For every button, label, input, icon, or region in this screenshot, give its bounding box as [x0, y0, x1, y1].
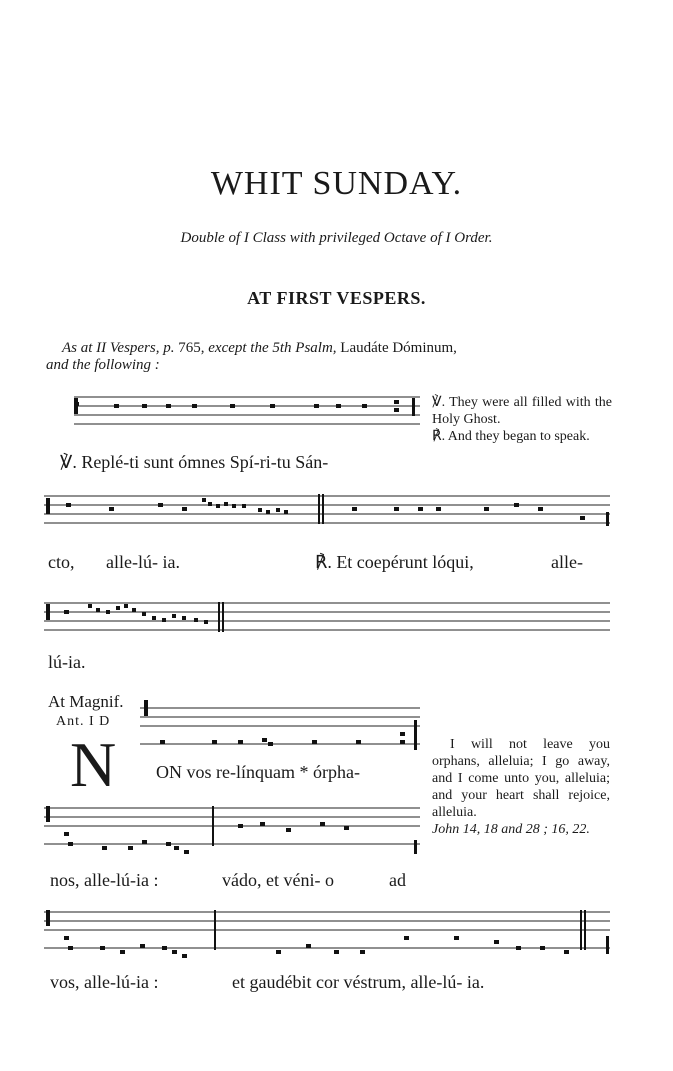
- antiphon-staff-2: [44, 802, 424, 862]
- antiphon-lyrics-1: ON vos re-línquam * órpha-: [156, 762, 360, 782]
- antiphon-lyrics-3a: vos, alle-lú-ia :: [50, 972, 159, 992]
- antiphon-reference: John 14, 18 and 28 ; 16, 22.: [432, 822, 590, 837]
- versicle-staff-3: [44, 598, 614, 643]
- antiphon-lyrics-2b: vádo, et véni- o: [222, 870, 334, 890]
- versicle-lyrics-2a: cto,: [48, 552, 75, 572]
- rubric-page: 765,: [178, 340, 205, 356]
- rubric-italic-1: As at II Vespers, p.: [62, 340, 175, 356]
- rubric-italic-2: except the 5th Psalm,: [208, 340, 337, 356]
- antiphon-translation: I will not leave you orphans, alleluia; I go away, and I come unto you, alleluia; and your heart shall rejoice, alleluia.: [432, 737, 610, 820]
- antiphon-initial: N: [70, 729, 117, 800]
- antiphon-staff-1: [140, 700, 424, 760]
- rubric-roman: Laudáte Dóminum,: [340, 340, 457, 356]
- rubric-italic-3: and the following :: [46, 357, 160, 373]
- versicle-lyrics-1: ℣. Replé-ti sunt ómnes Spí-ri-tu Sán-: [60, 452, 329, 472]
- versicle-lyrics-3: lú-ia.: [48, 652, 86, 672]
- subtitle: Double of I Class with privileged Octave of I Order.: [180, 230, 493, 246]
- antiphon-label-1: At Magnif.: [48, 692, 124, 711]
- antiphon-lyrics-2a: nos, alle-lú-ia :: [50, 870, 159, 890]
- versicle-staff-2: [44, 490, 614, 540]
- versicle-translation: [432, 394, 612, 445]
- antiphon-lyrics-2c: ad: [389, 870, 406, 890]
- page-title: WHIT SUNDAY.: [210, 165, 463, 202]
- section-heading: AT FIRST VESPERS.: [247, 288, 426, 308]
- versicle-staff-1: [44, 392, 424, 442]
- rubric: [46, 340, 611, 374]
- versicle-translation-2: ℟. And they began to speak.: [432, 429, 590, 444]
- versicle-translation-1: ℣. They were all filled with the Holy Ghost.: [432, 395, 612, 427]
- antiphon-staff-3: [44, 906, 614, 966]
- antiphon-label-2: Ant. I D: [56, 714, 111, 729]
- antiphon-lyrics-3b: et gaudébit cor véstrum, alle-lú- ia.: [232, 972, 485, 992]
- versicle-lyrics-2b: alle-lú- ia.: [106, 552, 180, 572]
- versicle-lyrics-2d: alle-: [551, 552, 583, 572]
- antiphon-translation-block: [432, 736, 610, 838]
- versicle-lyrics-2c: ℟. Et coepérunt lóqui,: [315, 552, 474, 572]
